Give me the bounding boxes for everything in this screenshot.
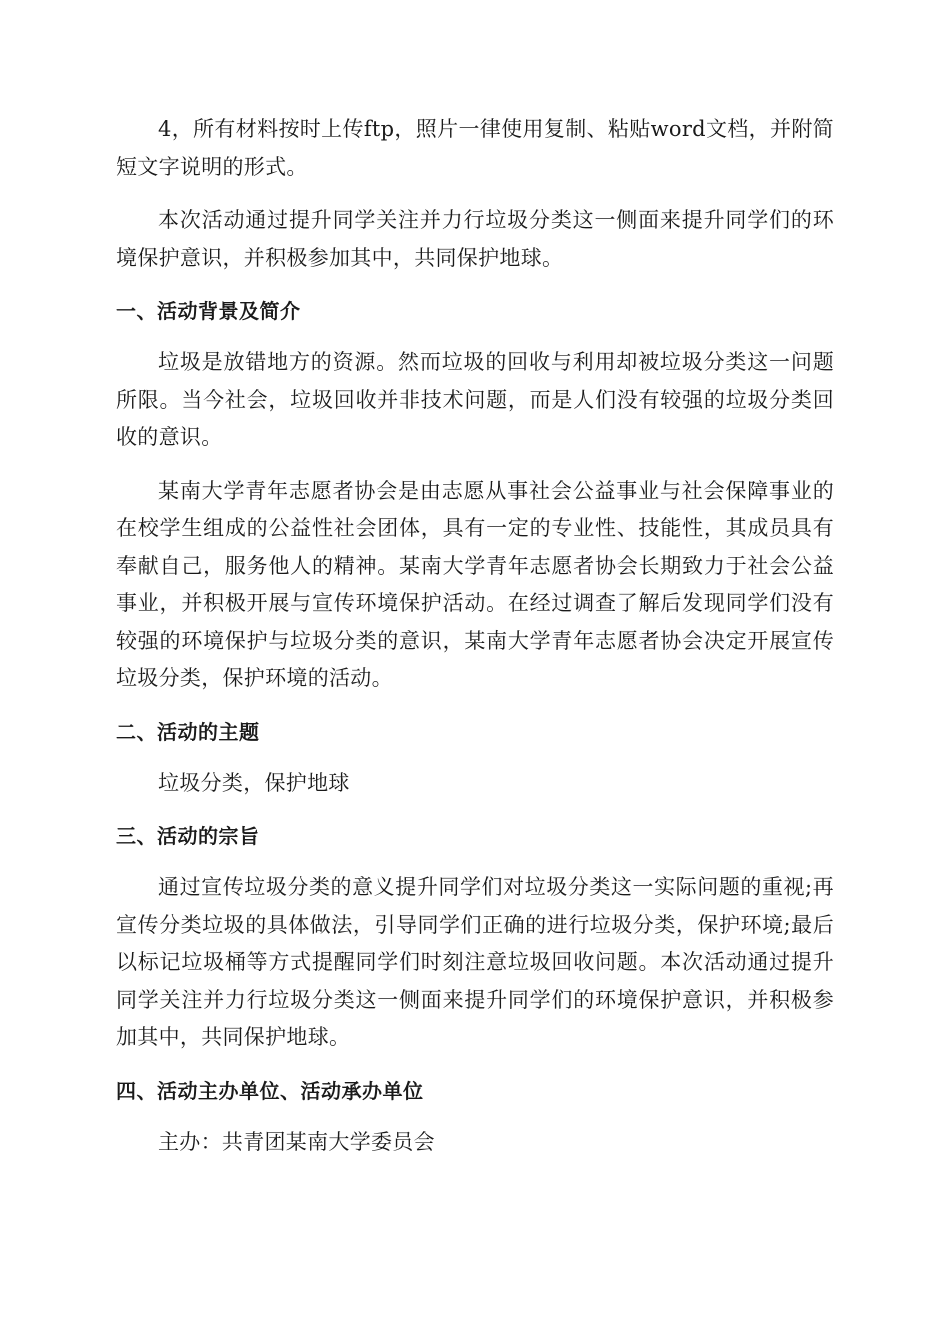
section-heading-organizers: 四、活动主办单位、活动承办单位 bbox=[116, 1078, 424, 1103]
intro-paragraph-1: 4，所有材料按时上传ftp，照片一律使用复制、粘贴word文档，并附简短文字说明的形式。 bbox=[116, 117, 834, 179]
section-heading-theme: 二、活动的主题 bbox=[116, 719, 260, 744]
document-body bbox=[116, 111, 834, 1177]
theme-paragraph: 垃圾分类，保护地球 bbox=[158, 770, 350, 795]
section-heading-purpose: 三、活动的宗旨 bbox=[116, 824, 260, 848]
background-paragraph-2: 某南大学青年志愿者协会是由志愿从事社会公益事业与社会保障事业的在校学生组成的公益性社会团体，具有一定的专业性、技能性，其成员具有奉献自己，服务他人的精神。某南大学青年志愿者协会长期致力于社会公益事业，并积极开展与宣传环境保护活动。在经过调查了解后发现同学们没有较强的环境保护与垃圾分类的意识，某南大学青年志愿者协会决定开展宣传垃圾分类，保护环境的活动。 bbox=[116, 478, 834, 690]
background-paragraph-1: 垃圾是放错地方的资源。然而垃圾的回收与利用却被垃圾分类这一问题所限。当今社会，垃圾回收并非技术问题，而是人们没有较强的垃圾分类回收的意识。 bbox=[116, 350, 834, 449]
section-heading-background: 一、活动背景及简介 bbox=[116, 299, 301, 323]
organizers-paragraph: 主办：共青团某南大学委员会 bbox=[158, 1129, 435, 1154]
purpose-paragraph: 通过宣传垃圾分类的意义提升同学们对垃圾分类这一实际问题的重视;再宣传分类垃圾的具体做法，引导同学们正确的进行垃圾分类，保护环境;最后以标记垃圾桶等方式提醒同学们时刻注意垃圾回收问题。本次活动通过提升同学关注并力行垃圾分类这一侧面来提升同学们的环境保护意识，并积极参加其中，共同保护地球。 bbox=[116, 875, 834, 1049]
intro-paragraph-2: 本次活动通过提升同学关注并力行垃圾分类这一侧面来提升同学们的环境保护意识，并积极参加其中，共同保护地球。 bbox=[116, 208, 834, 270]
